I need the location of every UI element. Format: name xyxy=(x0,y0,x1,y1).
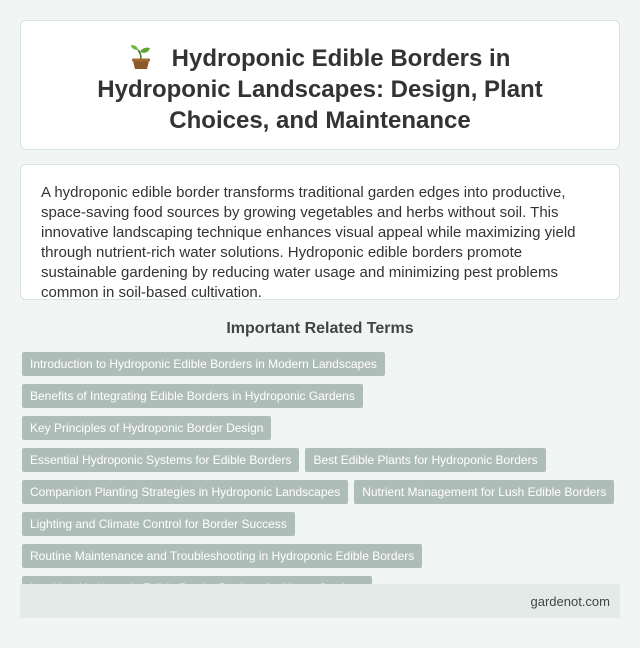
related-term-tag[interactable]: Key Principles of Hydroponic Border Design xyxy=(22,416,271,440)
title-card xyxy=(20,20,620,150)
related-terms-heading: Important Related Terms xyxy=(226,320,414,337)
page-title xyxy=(61,43,579,136)
related-term-tag[interactable]: Essential Hydroponic Systems for Edible Borders xyxy=(22,448,299,472)
related-term-tag[interactable]: Nutrient Management for Lush Edible Borders xyxy=(354,480,614,504)
footer xyxy=(20,584,620,618)
related-term-tag[interactable]: Routine Maintenance and Troubleshooting in Hydroponic Edible Borders xyxy=(22,544,422,568)
related-term-tag[interactable]: Introduction to Hydroponic Edible Borders in Modern Landscapes xyxy=(22,352,385,376)
related-term-tag[interactable]: Lighting and Climate Control for Border Success xyxy=(22,512,295,536)
site-link[interactable]: gardenot.com xyxy=(530,594,610,609)
related-term-tag[interactable]: Best Edible Plants for Hydroponic Borders xyxy=(305,448,545,472)
related-terms-list xyxy=(22,352,622,608)
related-term-tag[interactable]: Companion Planting Strategies in Hydroponic Landscapes xyxy=(22,480,348,504)
seedling-icon xyxy=(130,44,152,70)
title-text: Hydroponic Edible Borders in Hydroponic Landscapes: Design, Plant Choices, and Maintenance xyxy=(97,45,543,134)
intro-paragraph: A hydroponic edible border transforms traditional garden edges into productive, space-saving food sources by growing vegetables and herbs without soil. This innovative landscaping technique enhances visual appeal while maximizing yield through nutrient-rich water solutions. Hydroponic edible borders promote sustainable gardening by reducing water usage and minimizing pest problems common in soil-based cultivation. xyxy=(41,184,576,301)
intro-card xyxy=(20,164,620,300)
related-term-tag[interactable]: Benefits of Integrating Edible Borders in Hydroponic Gardens xyxy=(22,384,363,408)
